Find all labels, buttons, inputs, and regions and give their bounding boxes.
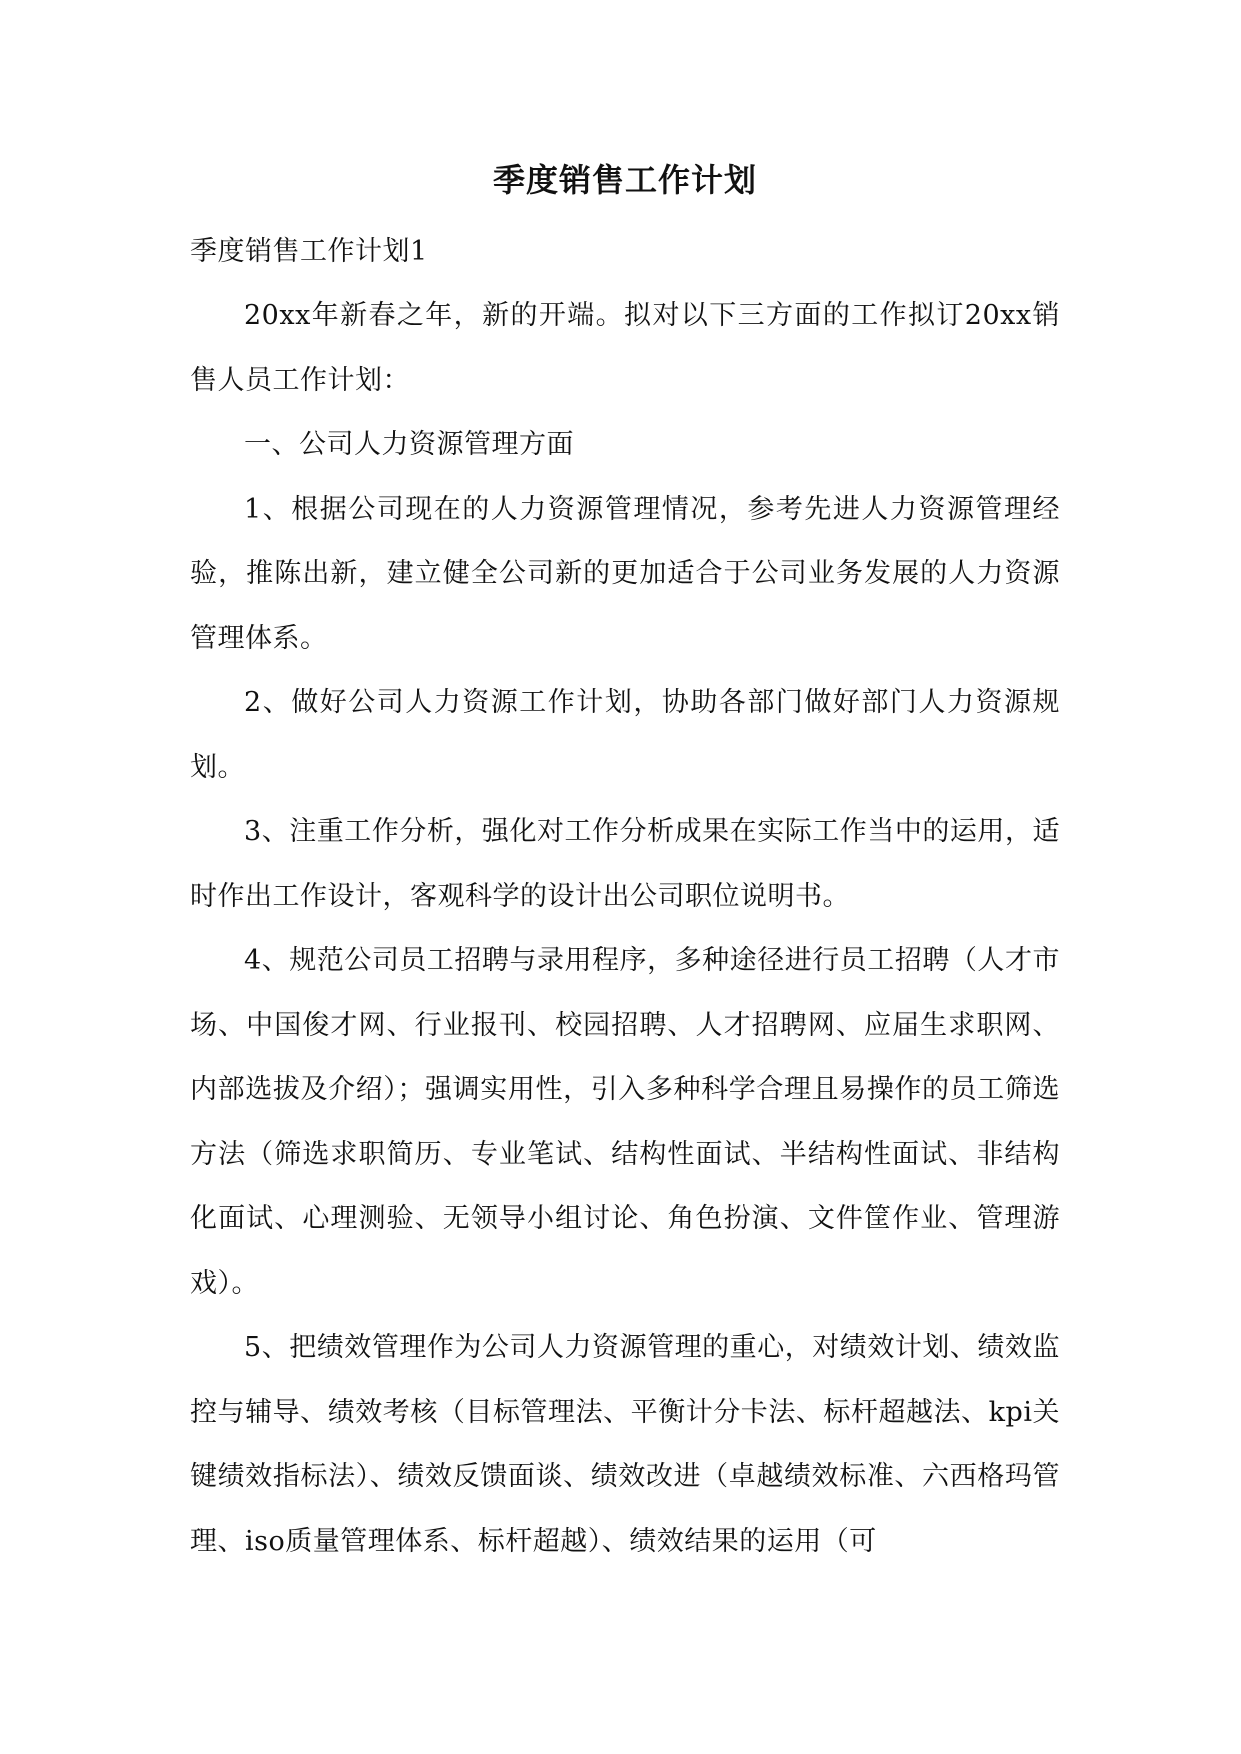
paragraph-item-2: 2、做好公司人力资源工作计划，协助各部门做好部门人力资源规划。 bbox=[190, 687, 1060, 783]
document-title: 季度销售工作计划 bbox=[492, 161, 757, 199]
paragraph-item-5: 5、把绩效管理作为公司人力资源管理的重心，对绩效计划、绩效监控与辅导、绩效考核（目标管理法、平衡计分卡法、标杆超越法、kpi关键绩效指标法）、绩效反馈面谈、绩效改进（卓越绩效标准、六西格玛管理、iso质量管理体系、标杆超越）、绩效结果的运用（可 bbox=[190, 1332, 1060, 1557]
document-body bbox=[190, 160, 1060, 1574]
paragraph-intro: 20xx年新春之年，新的开端。拟对以下三方面的工作拟订20xx销售人员工作计划： bbox=[190, 300, 1060, 396]
paragraph-item-1: 1、根据公司现在的人力资源管理情况，参考先进人力资源管理经验，推陈出新，建立健全公司新的更加适合于公司业务发展的人力资源管理体系。 bbox=[190, 493, 1060, 654]
section-heading-hr: 一、公司人力资源管理方面 bbox=[244, 429, 574, 460]
paragraph-item-4: 4、规范公司员工招聘与录用程序，多种途径进行员工招聘（人才市场、中国俊才网、行业报刊、校园招聘、人才招聘网、应届生求职网、内部选拔及介绍）；强调实用性，引入多种科学合理且易操作的员工筛选方法（筛选求职简历、专业笔试、结构性面试、半结构性面试、非结构化面试、心理测验、无领导小组讨论、角色扮演、文件筐作业、管理游戏）。 bbox=[190, 945, 1060, 1299]
paragraph-item-3: 3、注重工作分析，强化对工作分析成果在实际工作当中的运用，适时作出工作设计，客观科学的设计出公司职位说明书。 bbox=[190, 816, 1060, 912]
section-subtitle: 季度销售工作计划1 bbox=[190, 236, 428, 267]
